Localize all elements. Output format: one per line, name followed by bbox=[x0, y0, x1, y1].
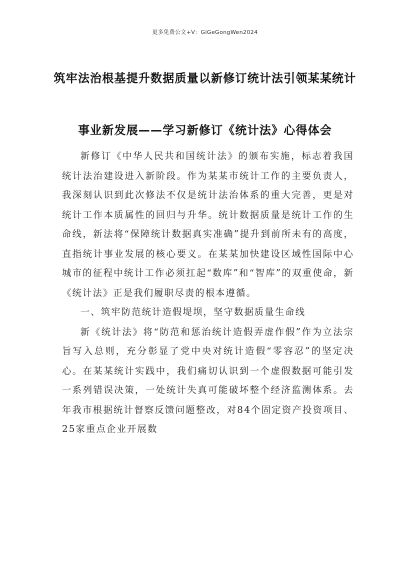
paragraph-section-1: 新《统计法》将“防范和惩治统计造假弄虚作假”作为立法宗旨写入总则，充分彰显了党中央对统计造假“零容忍”的坚定决心。在某某统计实践中，我们痛切认识到一个虚假数据可能引发一系列错误决策，一处统计失真可能破坏整个经济监测体系。去年我市根据统计督察反馈问题整改，对84个固定资产投资项目、25家重点企业开展数 bbox=[62, 326, 354, 435]
document-title-line-2: 事业新发展——学习新修订《统计法》心得体会 bbox=[77, 123, 333, 137]
header-note: 更多免费公文+V：GiGeGongWen2024 bbox=[152, 30, 258, 36]
paragraph-intro: 新修订《中华人民共和国统计法》的颁布实施，标志着我国统计法治建设进入新阶段。作为某某市统计工作的主要负责人，我深刻认识到此次修法不仅是统计法治体系的重大完善，更是对统计工作本质属性的回归与升华。统计数据质量是统计工作的生命线，新法将“保障统计数据真实准确”提升到前所未有的高度，直指统计事业发展的核心要义。在某某加快建设区域性国际中心城市的征程中统计工作必须扛起“数库”和“智库”的双重使命，新《统计法》正是我们履职尽责的根本遵循。 bbox=[62, 151, 354, 299]
document-title-line-1: 筑牢法治根基提升数据质量以新修订统计法引领某某统计 bbox=[53, 71, 357, 85]
section-heading-1: 一、筑牢防范统计造假堤坝，坚守数据质量生命线 bbox=[80, 307, 306, 318]
document-body bbox=[62, 147, 354, 440]
